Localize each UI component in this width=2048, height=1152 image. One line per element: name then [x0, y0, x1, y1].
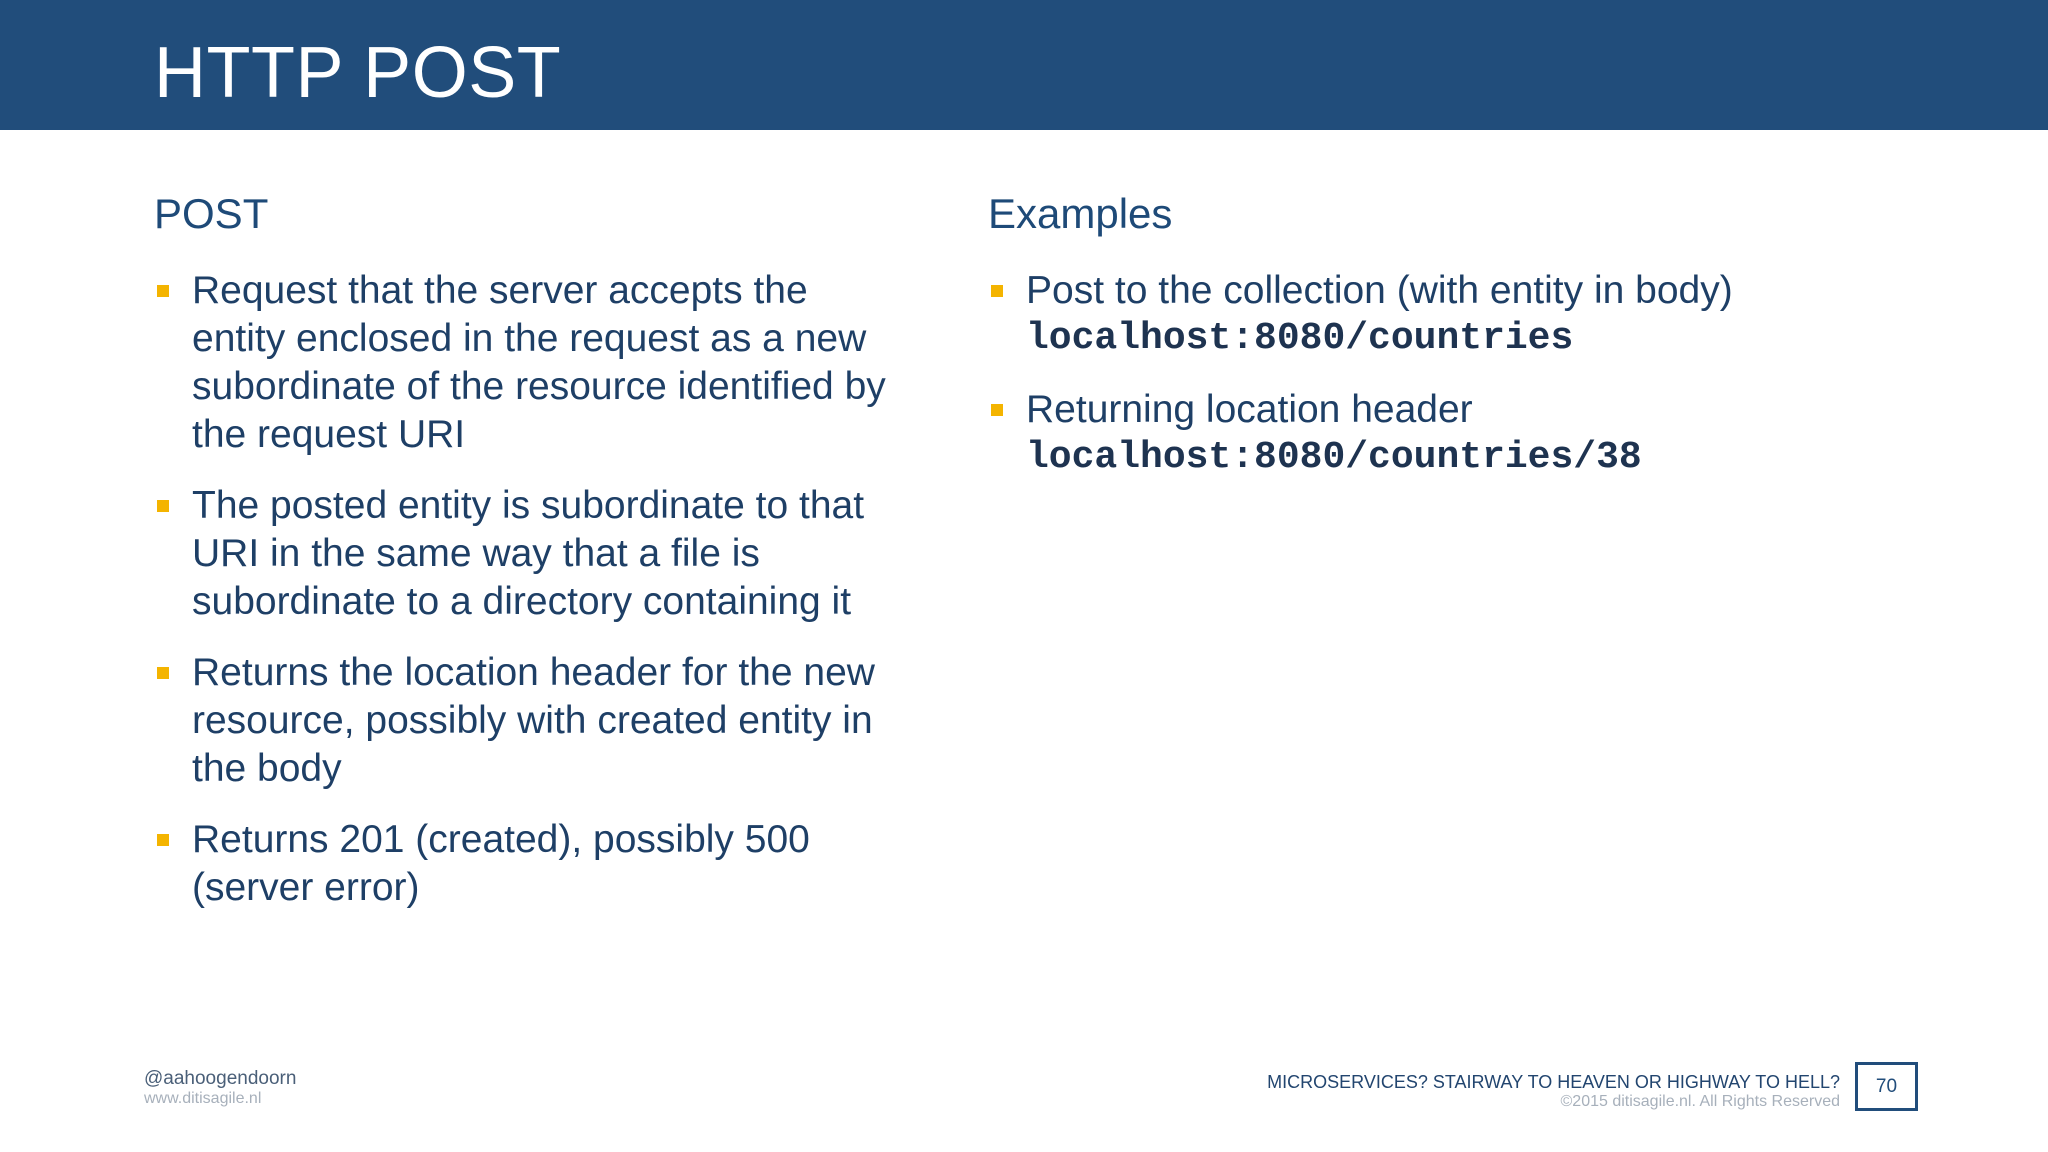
website-url: www.ditisagile.nl [144, 1090, 262, 1107]
page-number: 70 [1855, 1062, 1918, 1111]
twitter-handle: @aahoogendoorn [144, 1068, 297, 1089]
bullet-line: subordinate to a directory containing it [192, 580, 852, 623]
left-column-heading: POST [154, 190, 269, 237]
post-bullet-list [154, 267, 914, 912]
example-item [988, 267, 1888, 363]
right-column [988, 186, 1888, 505]
bullet-line: subordinate of the resource identified by [192, 365, 886, 408]
example-url: localhost:8080/countries [1026, 317, 1574, 360]
deck-title: MICROSERVICES? STAIRWAY TO HEAVEN OR HIGHWAY TO HELL? [1267, 1072, 1840, 1092]
square-bullet-icon [157, 834, 169, 846]
bullet-item [154, 816, 914, 912]
example-description: Returning location header [1026, 388, 1473, 431]
bullet-line: URI in the same way that a file is [192, 532, 760, 575]
title-bar [0, 0, 2048, 130]
slide-title: HTTP POST [154, 33, 562, 113]
bullet-line: resource, possibly with created entity in [192, 699, 873, 742]
bullet-line: (server error) [192, 866, 420, 909]
bullet-item [154, 267, 914, 459]
footer-author [144, 1068, 296, 1108]
square-bullet-icon [991, 285, 1003, 297]
footer-deck-info [1267, 1071, 1840, 1111]
bullet-line: Returns the location header for the new [192, 651, 875, 694]
square-bullet-icon [157, 667, 169, 679]
bullet-item [154, 482, 914, 626]
examples-bullet-list [988, 267, 1888, 482]
bullet-item [154, 649, 914, 793]
bullet-line: the request URI [192, 413, 466, 456]
copyright-notice: ©2015 ditisagile.nl. All Rights Reserved [1560, 1093, 1840, 1110]
right-column-heading: Examples [988, 190, 1173, 237]
bullet-line: the body [192, 747, 342, 790]
bullet-line: The posted entity is subordinate to that [192, 484, 865, 527]
left-column [154, 186, 914, 935]
example-description: Post to the collection (with entity in body) [1026, 269, 1733, 312]
example-item [988, 386, 1888, 482]
bullet-line: Returns 201 (created), possibly 500 [192, 818, 810, 861]
square-bullet-icon [157, 285, 169, 297]
bullet-line: Request that the server accepts the [192, 269, 808, 312]
example-url: localhost:8080/countries/38 [1026, 436, 1642, 479]
square-bullet-icon [157, 500, 169, 512]
bullet-line: entity enclosed in the request as a new [192, 317, 867, 360]
square-bullet-icon [991, 404, 1003, 416]
